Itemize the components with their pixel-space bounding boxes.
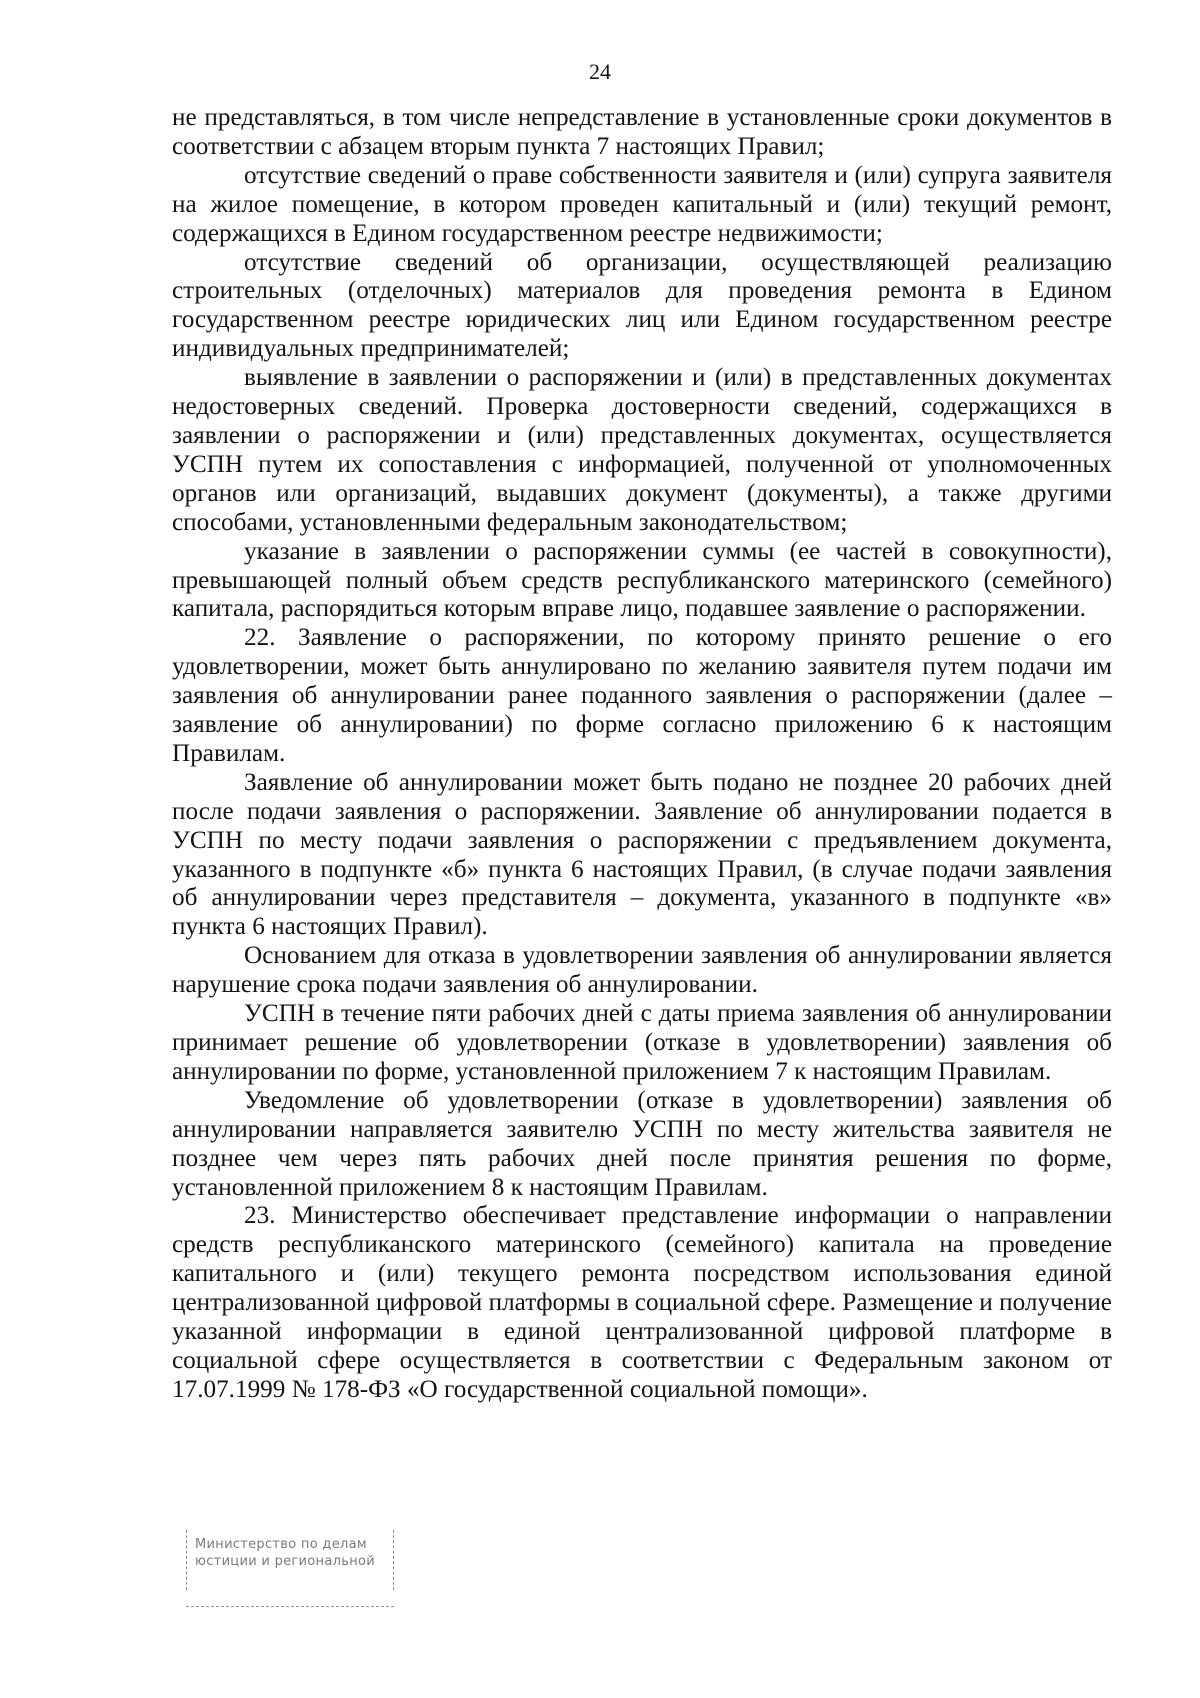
paragraph: Уведомление об удовлетворении (отказе в удовлетворении) заявления об аннулировании направляется заявителю УСПН по месту жительства заявителя не позднее чем через пять рабочих дней после принятия решения по форме, установленной приложением 8 к настоящим Правилам. bbox=[172, 1086, 1112, 1201]
paragraph: Основанием для отказа в удовлетворении заявления об аннулировании является нарушение срока подачи заявления об аннулировании. bbox=[172, 942, 1112, 999]
ministry-stamp bbox=[186, 1530, 394, 1590]
stamp-line: Министерство по делам bbox=[195, 1537, 368, 1552]
paragraph: УСПН в течение пяти рабочих дней с даты приема заявления об аннулировании принимает решение об удовлетворении (отказе в удовлетворении) заявления об аннулировании по форме, установленной приложением 7 к настоящим Правилам. bbox=[172, 1000, 1112, 1085]
page-number: 24 bbox=[589, 59, 611, 84]
paragraph: указание в заявлении о распоряжении суммы (ее частей в совокупности), превышающей полный объем средств республиканского материнского (семейного) капитала, распорядиться которым вправе лицо, подавшее заявление о распоряжении. bbox=[172, 537, 1112, 623]
document-body bbox=[172, 104, 1112, 1405]
paragraph-item-22: 22. Заявление о распоряжении, по которому принято решение о его удовлетворении, может быть аннулировано по желанию заявителя путем подачи им заявления об аннулировании ранее поданного заявления о распоряжении (далее – заявление об аннулировании) по форме согласно приложению 6 к настоящим Правилам. bbox=[172, 624, 1112, 767]
paragraph: не представляться, в том числе непредставление в установленные сроки документов в соответствии с абзацем вторым пункта 7 настоящих Правил; bbox=[172, 104, 1112, 160]
paragraph: отсутствие сведений о праве собственности заявителя и (или) супруга заявителя на жилое помещение, в котором проведен капитальный и (или) текущий ремонт, содержащихся в Едином государственном реестре недвижимости; bbox=[172, 161, 1112, 247]
paragraph: отсутствие сведений об организации, осуществляющей реализацию строительных (отделочных) материалов для проведения ремонта в Едином государственном реестре юридических лиц или Едином государственном реестре индивидуальных предпринимателей; bbox=[172, 248, 1112, 363]
stamp-line: юстиции и региональной bbox=[195, 1554, 375, 1569]
stamp-divider bbox=[186, 1606, 394, 1607]
paragraph: Заявление об аннулировании может быть подано не позднее 20 рабочих дней после подачи заявления о распоряжении. Заявление об аннулировании подается в УСПН по месту подачи заявления о распоряжении с предъявлением документа, указанного в подпункте «б» пункта 6 настоящих Правил, (в случае подачи заявления об аннулировании через представителя – документа, указанного в подпункте «в» пункта 6 настоящих Правил). bbox=[172, 768, 1112, 941]
paragraph-item-23: 23. Министерство обеспечивает представление информации о направлении средств республиканского материнского (семейного) капитала на проведение капитального и (или) текущего ремонта посредством использования единой централизованной цифровой платформы в социальной сфере. Размещение и получение указанной информации в единой централизованной цифровой платформе в социальной сфере осуществляется в соответствии с Федеральным законом от 17.07.1999 № 178-ФЗ «О государственной социальной помощи». bbox=[172, 1202, 1112, 1403]
paragraph: выявление в заявлении о распоряжении и (или) в представленных документах недостоверных сведений. Проверка достоверности сведений, содержащихся в заявлении о распоряжении и (или) представленных документах, осуществляется УСПН путем их сопоставления с информацией, полученной от уполномоченных органов или организаций, выдавших документ (документы), а также другими способами, установленными федеральным законодательством; bbox=[172, 364, 1112, 536]
